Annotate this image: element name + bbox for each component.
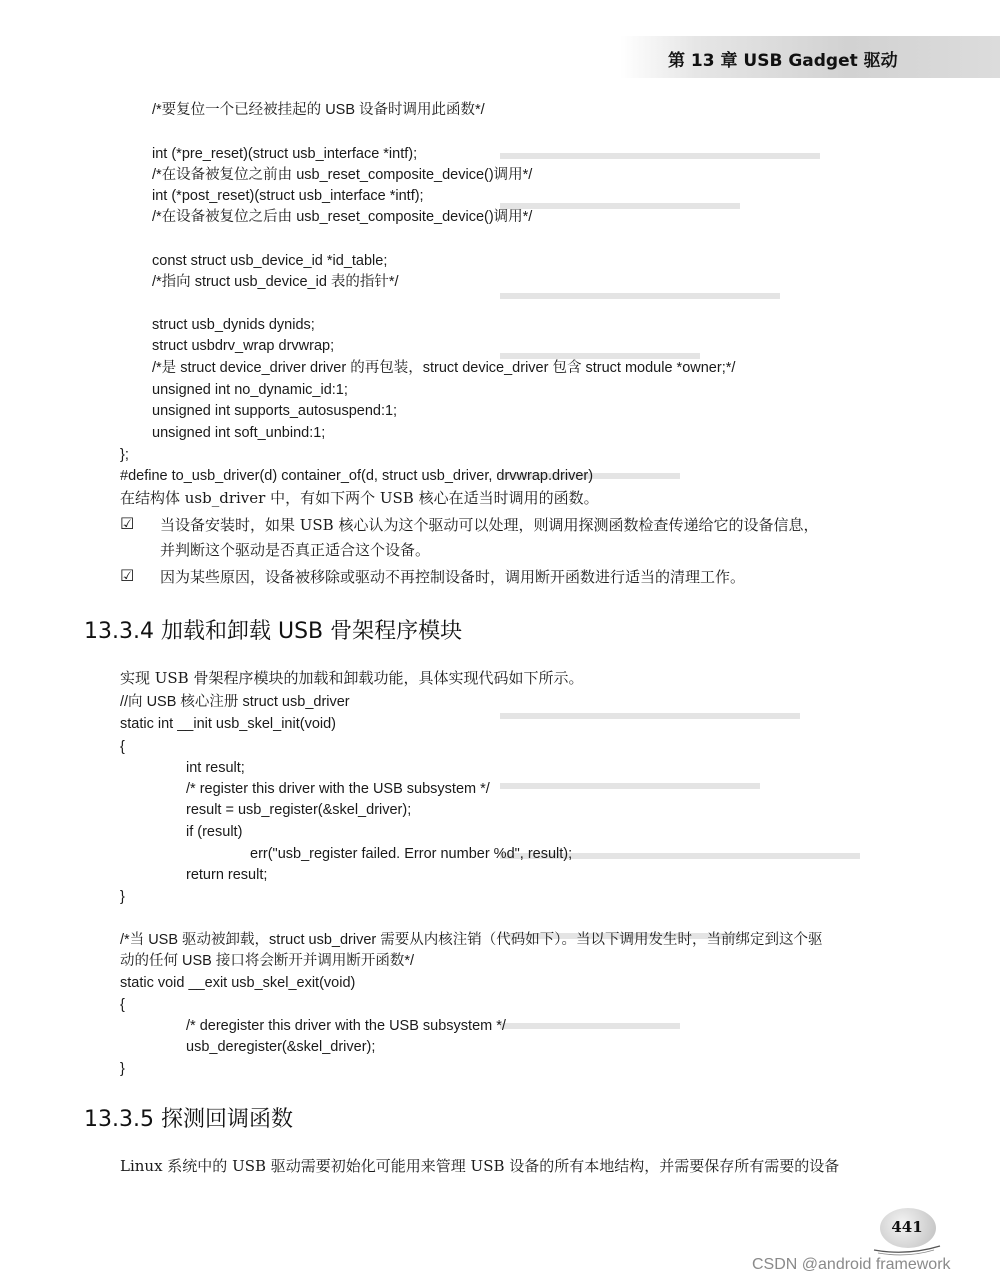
- code-comment-register-subsystem: /* register this driver with the USB subsystem */: [186, 781, 490, 797]
- code-comment-pre-reset: /*在设备被复位之前由 usb_reset_composite_device()调用*/: [152, 167, 533, 183]
- code-dynids: struct usb_dynids dynids;: [152, 317, 315, 333]
- page-number-badge: [872, 1206, 942, 1256]
- code-post-reset: int (*post_reset)(struct usb_interface *intf);: [152, 188, 424, 204]
- code-comment-unload-line-2: 动的任何 USB 接口将会断开并调用断开函数*/: [120, 953, 415, 969]
- section-heading-13-3-4: 13.3.4 加载和卸载 USB 骨架程序模块: [84, 619, 463, 644]
- bullet-disconnect-line: 因为某些原因，设备被移除或驱动不再控制设备时，调用断开函数进行适当的清理工作。: [160, 568, 746, 586]
- code-err-call: err("usb_register failed. Error number %d", result);: [250, 846, 573, 862]
- section-heading-13-3-5: 13.3.5 探测回调函数: [84, 1107, 293, 1132]
- checkbox-bullet-icon: ☑: [120, 514, 135, 533]
- paragraph-usb-driver-functions: 在结构体 usb_driver 中，有如下两个 USB 核心在适当时调用的函数。: [120, 489, 599, 507]
- code-comment-suspended-reset: /*要复位一个已经被挂起的 USB 设备时调用此函数*/: [152, 102, 485, 118]
- code-drvwrap: struct usbdrv_wrap drvwrap;: [152, 338, 335, 354]
- code-init-signature: static int __init usb_skel_init(void): [120, 716, 336, 732]
- code-return-result: return result;: [186, 867, 268, 883]
- code-comment-drvwrap: /*是 struct device_driver driver 的再包装，struct device_driver 包含 struct module *owner;*/: [152, 360, 736, 376]
- code-if-result: if (result): [186, 824, 243, 840]
- code-comment-unload-line-1: /*当 USB 驱动被卸载，struct usb_driver 需要从内核注销（代码如下）。当以下调用发生时，当前绑定到这个驱: [120, 932, 823, 948]
- section-paragraph-13-3-5: Linux 系统中的 USB 驱动需要初始化可能用来管理 USB 设备的所有本地结构，并需要保存所有需要的设备: [120, 1157, 840, 1175]
- code-exit-close-brace: }: [120, 1061, 125, 1077]
- code-pre-reset: int (*pre_reset)(struct usb_interface *intf);: [152, 146, 418, 162]
- bullet-probe-line-2: 并判断这个驱动是否真正适合这个设备。: [160, 541, 431, 559]
- code-comment-register: //向 USB 核心注册 struct usb_driver: [120, 694, 350, 710]
- code-init-open-brace: {: [120, 739, 125, 755]
- code-usb-deregister-call: usb_deregister(&skel_driver);: [186, 1039, 376, 1055]
- code-exit-open-brace: {: [120, 997, 125, 1013]
- code-id-table: const struct usb_device_id *id_table;: [152, 253, 388, 269]
- checkbox-bullet-icon: ☑: [120, 566, 135, 585]
- code-struct-close: };: [120, 447, 129, 463]
- code-usb-register-call: result = usb_register(&skel_driver);: [186, 802, 412, 818]
- code-comment-deregister: /* deregister this driver with the USB subsystem */: [186, 1018, 506, 1034]
- code-supports-autosuspend: unsigned int supports_autosuspend:1;: [152, 403, 398, 419]
- code-no-dynamic-id: unsigned int no_dynamic_id:1;: [152, 382, 348, 398]
- chapter-title: 第 13 章 USB Gadget 驱动: [668, 51, 898, 71]
- code-comment-id-table: /*指向 struct usb_device_id 表的指针*/: [152, 274, 399, 290]
- code-exit-signature: static void __exit usb_skel_exit(void): [120, 975, 356, 991]
- page-number-swoosh: [872, 1244, 942, 1256]
- bullet-probe-line-1: 当设备安装时，如果 USB 核心认为这个驱动可以处理，则调用探测函数检查传递给它的设备信息，: [160, 516, 819, 534]
- csdn-watermark: CSDN @android framework: [752, 1256, 951, 1273]
- code-int-result: int result;: [186, 760, 245, 776]
- code-comment-post-reset: /*在设备被复位之后由 usb_reset_composite_device()调用*/: [152, 209, 533, 225]
- code-soft-unbind: unsigned int soft_unbind:1;: [152, 425, 326, 441]
- code-init-close-brace: }: [120, 889, 125, 905]
- page-number: 441: [891, 1218, 923, 1236]
- code-define-to-usb-driver: #define to_usb_driver(d) container_of(d, struct usb_driver, drvwrap.driver): [120, 468, 594, 484]
- section-intro-13-3-4: 实现 USB 骨架程序模块的加载和卸载功能，具体实现代码如下所示。: [120, 669, 584, 687]
